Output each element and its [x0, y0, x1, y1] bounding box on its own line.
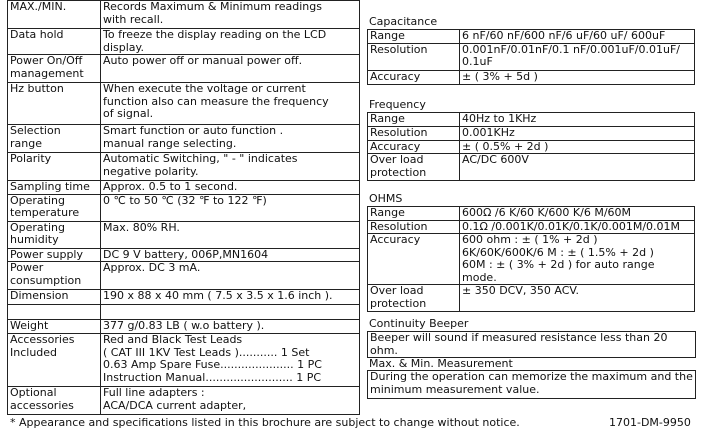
spec-label: Selection range	[8, 125, 101, 153]
spec-value: AC/DC 600V	[460, 154, 695, 181]
spec-label	[8, 305, 101, 320]
spec-row	[8, 194, 360, 221]
spec-label: Optional accessories	[8, 387, 101, 415]
document-code: 1701-DM-9950	[609, 416, 691, 429]
spec-value: 0.1Ω /0.001K/0.01K/0.1K/0.001M/0.01M	[460, 220, 695, 234]
frequency-row	[368, 154, 695, 181]
spec-value	[101, 305, 360, 320]
spec-value: When execute the voltage or current function also can measure the frequency of signal.	[101, 83, 360, 125]
ohms-row	[368, 220, 695, 234]
spec-row	[8, 125, 360, 153]
spec-value: To freeze the display reading on the LCD display.	[101, 29, 360, 55]
spec-label: Sampling time	[8, 181, 101, 195]
capacitance-title: Capacitance	[369, 15, 438, 28]
frequency-row	[368, 126, 695, 140]
spec-label: Resolution	[368, 126, 460, 140]
spec-row	[8, 55, 360, 83]
spec-label: Weight	[8, 320, 101, 334]
frequency-row	[368, 140, 695, 154]
spec-value: Smart function or auto function . manual range selecting.	[101, 125, 360, 153]
spec-row	[8, 221, 360, 248]
general-spec-table	[7, 0, 360, 415]
spec-value: 0.001nF/0.01nF/0.1 nF/0.001uF/0.01uF/ 0.1uF	[460, 43, 695, 70]
spec-row	[8, 83, 360, 125]
capacitance-row	[368, 30, 695, 44]
spec-label: Power consumption	[8, 262, 101, 290]
spec-row	[8, 29, 360, 55]
spec-row	[8, 1, 360, 29]
spec-label: Range	[368, 30, 460, 44]
capacitance-row	[368, 43, 695, 70]
spec-row	[8, 262, 360, 290]
spec-row	[8, 320, 360, 334]
spec-value: 600 ohm : ± ( 1% + 2d ) 6K/60K/600K/6 M : ± ( 1.5% + 2d ) 60M : ± ( 3% + 2d ) for auto range mode.	[460, 234, 695, 285]
spec-row	[8, 181, 360, 195]
spec-row	[8, 290, 360, 305]
spec-label: Operating humidity	[8, 221, 101, 248]
ohms-table	[367, 206, 695, 312]
maxmin-text: During the operation can memorize the maximum and the minimum measurement value.	[367, 370, 696, 399]
spec-value: Approx. 0.5 to 1 second.	[101, 181, 360, 195]
spec-label: Accuracy	[368, 140, 460, 154]
spec-label: Power supply	[8, 248, 101, 262]
frequency-table	[367, 112, 695, 181]
spec-label: Resolution	[368, 220, 460, 234]
ohms-row	[368, 285, 695, 312]
frequency-row	[368, 113, 695, 127]
spec-value: Auto power off or manual power off.	[101, 55, 360, 83]
spec-value: 40Hz to 1KHz	[460, 113, 695, 127]
spec-label: Accuracy	[368, 234, 460, 285]
spec-label: Resolution	[368, 43, 460, 70]
spec-value: Automatic Switching, " - " indicates negative polarity.	[101, 153, 360, 181]
spec-label: Accessories Included	[8, 334, 101, 387]
spec-label: Data hold	[8, 29, 101, 55]
spec-value: 377 g/0.83 LB ( w.o battery ).	[101, 320, 360, 334]
spec-row	[8, 334, 360, 387]
continuity-text: Beeper will sound if measured resistance less than 20 ohm.	[367, 331, 696, 358]
spec-value: ± ( 0.5% + 2d )	[460, 140, 695, 154]
ohms-row	[368, 207, 695, 221]
spec-label: Over load protection	[368, 154, 460, 181]
spec-value: Full line adapters : ACA/DCA current adapter,	[101, 387, 360, 415]
spec-label: Power On/Off management	[8, 55, 101, 83]
spec-label: Over load protection	[368, 285, 460, 312]
spec-value: 0.001KHz	[460, 126, 695, 140]
maxmin-title: Max. & Min. Measurement	[369, 357, 513, 370]
spec-value: ± ( 3% + 5d )	[460, 70, 695, 84]
spec-label: Hz button	[8, 83, 101, 125]
spec-value: 600Ω /6 K/60 K/600 K/6 M/60M	[460, 207, 695, 221]
spec-value: 190 x 88 x 40 mm ( 7.5 x 3.5 x 1.6 inch ).	[101, 290, 360, 305]
spec-row	[8, 305, 360, 320]
spec-value: Max. 80% RH.	[101, 221, 360, 248]
spec-label: Range	[368, 207, 460, 221]
spec-label: Polarity	[8, 153, 101, 181]
spec-label: Accuracy	[368, 70, 460, 84]
spec-value: Approx. DC 3 mA.	[101, 262, 360, 290]
spec-row	[8, 153, 360, 181]
continuity-title: Continuity Beeper	[369, 317, 469, 330]
spec-row	[8, 387, 360, 415]
spec-value: Records Maximum & Minimum readings with recall.	[101, 1, 360, 29]
capacitance-row	[368, 70, 695, 84]
spec-value: ± 350 DCV, 350 ACV.	[460, 285, 695, 312]
spec-value: 0 ℃ to 50 ℃ (32 ℉ to 122 ℉)	[101, 194, 360, 221]
ohms-row	[368, 234, 695, 285]
spec-label: Dimension	[8, 290, 101, 305]
spec-value: Red and Black Test Leads ( CAT III 1KV Test Leads )........... 1 Set 0.63 Amp Spare Fuse..................... 1 PC Instruction Manual......................... 1 PC	[101, 334, 360, 387]
footer-note: * Appearance and specifications listed in this brochure are subject to change without notice.	[10, 416, 520, 429]
frequency-title: Frequency	[369, 98, 426, 111]
spec-label: Range	[368, 113, 460, 127]
spec-label: MAX./MIN.	[8, 1, 101, 29]
ohms-title: OHMS	[369, 192, 403, 205]
spec-value: 6 nF/60 nF/600 nF/6 uF/60 uF/ 600uF	[460, 30, 695, 44]
spec-row	[8, 248, 360, 262]
spec-label: Operating temperature	[8, 194, 101, 221]
capacitance-table	[367, 29, 695, 85]
spec-value: DC 9 V battery, 006P,MN1604	[101, 248, 360, 262]
